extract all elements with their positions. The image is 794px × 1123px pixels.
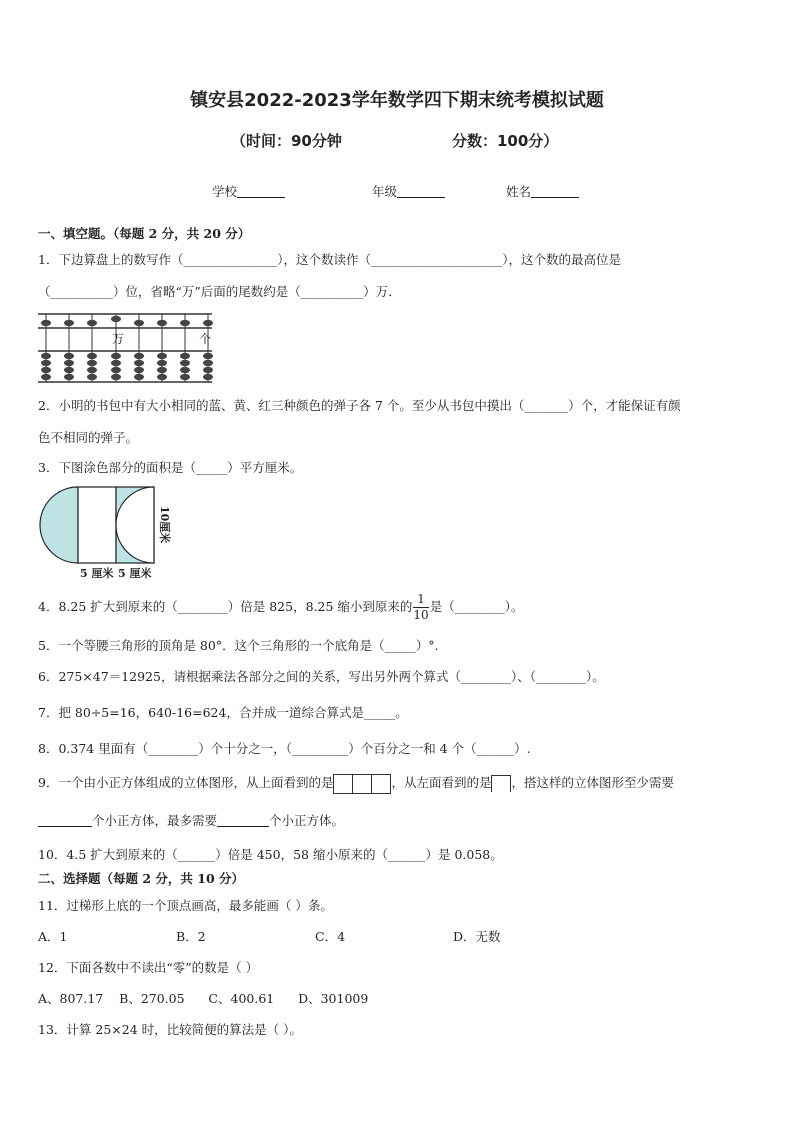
- left-square: [78, 487, 116, 563]
- abacus-lower-bead: [157, 374, 167, 380]
- section2-heading: 二、选择题（每题 2 分，共 10 分）: [38, 871, 245, 886]
- school-blank[interactable]: [237, 185, 285, 198]
- abacus-lower-bead: [203, 360, 213, 366]
- option-11-a[interactable]: A．1: [38, 929, 68, 944]
- page-title: 镇安县2022-2023学年数学四下期末统考模拟试题: [190, 90, 604, 111]
- fraction-numerator: 1: [413, 592, 428, 608]
- abacus-lower-bead: [134, 353, 144, 359]
- abacus-lower-bead: [134, 367, 144, 373]
- abacus-lower-bead: [111, 367, 121, 373]
- height-label: 10厘米: [158, 506, 171, 544]
- option-11-b[interactable]: B．2: [176, 929, 206, 944]
- abacus-upper-bead: [180, 320, 190, 326]
- abacus-lower-bead: [41, 353, 51, 359]
- grade-label: 年级: [372, 184, 398, 199]
- school-label: 学校: [212, 184, 238, 199]
- width-label-2: 5 厘米: [118, 567, 152, 580]
- abacus-figure: [36, 308, 216, 386]
- abacus-lower-bead: [64, 374, 74, 380]
- abacus-upper-bead: [41, 320, 51, 326]
- abacus-upper-bead: [203, 320, 213, 326]
- question-4: [38, 592, 523, 623]
- abacus-lower-bead: [157, 367, 167, 373]
- abacus-lower-bead: [111, 374, 121, 380]
- abacus-lower-bead: [87, 353, 97, 359]
- question-10: 10．4.5 扩大到原来的（______）倍是 450，58 缩小原来的（______）是 0.058。: [38, 847, 503, 862]
- shaded-left-semicircle: [40, 487, 78, 563]
- answer-blank-max[interactable]: [217, 814, 269, 827]
- abacus-lower-bead: [41, 360, 51, 366]
- section1-heading: 一、填空题。（每题 2 分，共 20 分）: [38, 226, 251, 241]
- question-1-line1: 1．下边算盘上的数写作（_______________），这个数读作（_____________________），这个数的最高位是: [38, 252, 621, 267]
- name-blank[interactable]: [531, 185, 579, 198]
- top-view-box: [352, 774, 372, 794]
- abacus-lower-bead: [157, 360, 167, 366]
- abacus-lower-bead: [64, 360, 74, 366]
- abacus-upper-bead: [64, 320, 74, 326]
- question-4-after: 是（________）。: [429, 599, 524, 614]
- question-1-line2: （__________）位，省略“万”后面的尾数约是（__________）万．: [38, 284, 401, 299]
- left-view-box-top: [491, 775, 511, 792]
- top-view-box: [333, 774, 353, 794]
- abacus-upper-bead: [134, 320, 144, 326]
- question-9-part2: ，从左面看到的是: [391, 775, 492, 790]
- question-3: 3．下图涂色部分的面积是（_____）平方厘米。: [38, 460, 303, 475]
- abacus-lower-bead: [41, 374, 51, 380]
- abacus-label-wan: 万: [112, 332, 125, 346]
- grade-blank[interactable]: [397, 185, 445, 198]
- question-9-line1: [38, 773, 674, 794]
- abacus-lower-bead: [180, 353, 190, 359]
- abacus-upper-bead: [87, 320, 97, 326]
- answer-blank-min[interactable]: [38, 814, 92, 827]
- abacus-lower-bead: [87, 367, 97, 373]
- question-4-before: 4．8.25 扩大到原来的（________）倍是 825，8.25 缩小到原来的: [38, 599, 413, 614]
- question-7: 7．把 80÷5=16，640-16=624，合并成一道综合算式是_____。: [38, 705, 408, 720]
- abacus-lower-bead: [111, 353, 121, 359]
- abacus-lower-bead: [87, 360, 97, 366]
- exam-time: （时间：90分钟: [231, 132, 342, 150]
- question-13: 13．计算 25×24 时，比较简便的算法是（ ）。: [38, 1022, 302, 1037]
- top-view-boxes: [333, 774, 391, 794]
- abacus-lower-bead: [157, 353, 167, 359]
- question-8: 8．0.374 里面有（________）个十分之一，（_________）个百分之一和 4 个（______）.: [38, 741, 531, 756]
- question-6: 6．275×47＝12925，请根据乘法各部分之间的关系，写出另外两个算式（________）、（________）。: [38, 669, 605, 684]
- question-12: 12．下面各数中不读出“零”的数是（ ）: [38, 960, 259, 975]
- fraction-one-tenth: [413, 592, 428, 623]
- name-field[interactable]: [506, 182, 579, 200]
- name-label: 姓名: [506, 184, 532, 199]
- question-9-line2: [38, 811, 344, 829]
- question-9-part1: 9．一个由小正方体组成的立体图形，从上面看到的是: [38, 775, 334, 790]
- question-9-line2a: 个小正方体，最多需要: [92, 813, 218, 828]
- abacus-lower-bead: [134, 360, 144, 366]
- school-field[interactable]: [212, 182, 285, 200]
- abacus-label-ge: 个: [199, 332, 212, 346]
- abacus-lower-bead: [180, 367, 190, 373]
- shaded-area-figure: [36, 482, 186, 580]
- left-view-boxes: [491, 775, 511, 792]
- abacus-lower-bead: [180, 360, 190, 366]
- question-11: 11．过梯形上底的一个顶点画高，最多能画（ ）条。: [38, 898, 333, 913]
- abacus-lower-bead: [64, 353, 74, 359]
- abacus-lower-bead: [203, 374, 213, 380]
- question-5: 5．一个等腰三角形的顶角是 80°．这个三角形的一个底角是（_____）°.: [38, 638, 439, 653]
- option-11-d[interactable]: D．无数: [453, 929, 501, 944]
- abacus-lower-bead: [64, 367, 74, 373]
- question-2-line2: 色不相同的弹子。: [38, 430, 139, 445]
- question-2-line1: 2．小明的书包中有大小相同的蓝、黄、红三种颜色的弹子各 7 个。至少从书包中摸出（_______）个，才能保证有颜: [38, 398, 681, 413]
- abacus-lower-bead: [203, 367, 213, 373]
- grade-field[interactable]: [372, 182, 445, 200]
- fraction-denominator: 10: [413, 608, 429, 622]
- abacus-lower-bead: [41, 367, 51, 373]
- abacus-lower-bead: [134, 374, 144, 380]
- question-9-line2b: 个小正方体。: [269, 813, 345, 828]
- abacus-lower-bead: [87, 374, 97, 380]
- options-12[interactable]: A、807.17 B、270.05 C、400.61 D、301009: [38, 991, 369, 1006]
- abacus-lower-bead: [203, 353, 213, 359]
- abacus-upper-bead: [157, 320, 167, 326]
- top-view-box: [371, 774, 391, 794]
- abacus-upper-bead: [111, 316, 121, 322]
- abacus-lower-bead: [111, 360, 121, 366]
- option-11-c[interactable]: C．4: [315, 929, 346, 944]
- abacus-lower-bead: [180, 374, 190, 380]
- exam-score: 分数：100分）: [452, 132, 559, 150]
- width-label-1: 5 厘米: [80, 567, 114, 580]
- question-9-part3: ，搭这样的立体图形至少需要: [511, 775, 674, 790]
